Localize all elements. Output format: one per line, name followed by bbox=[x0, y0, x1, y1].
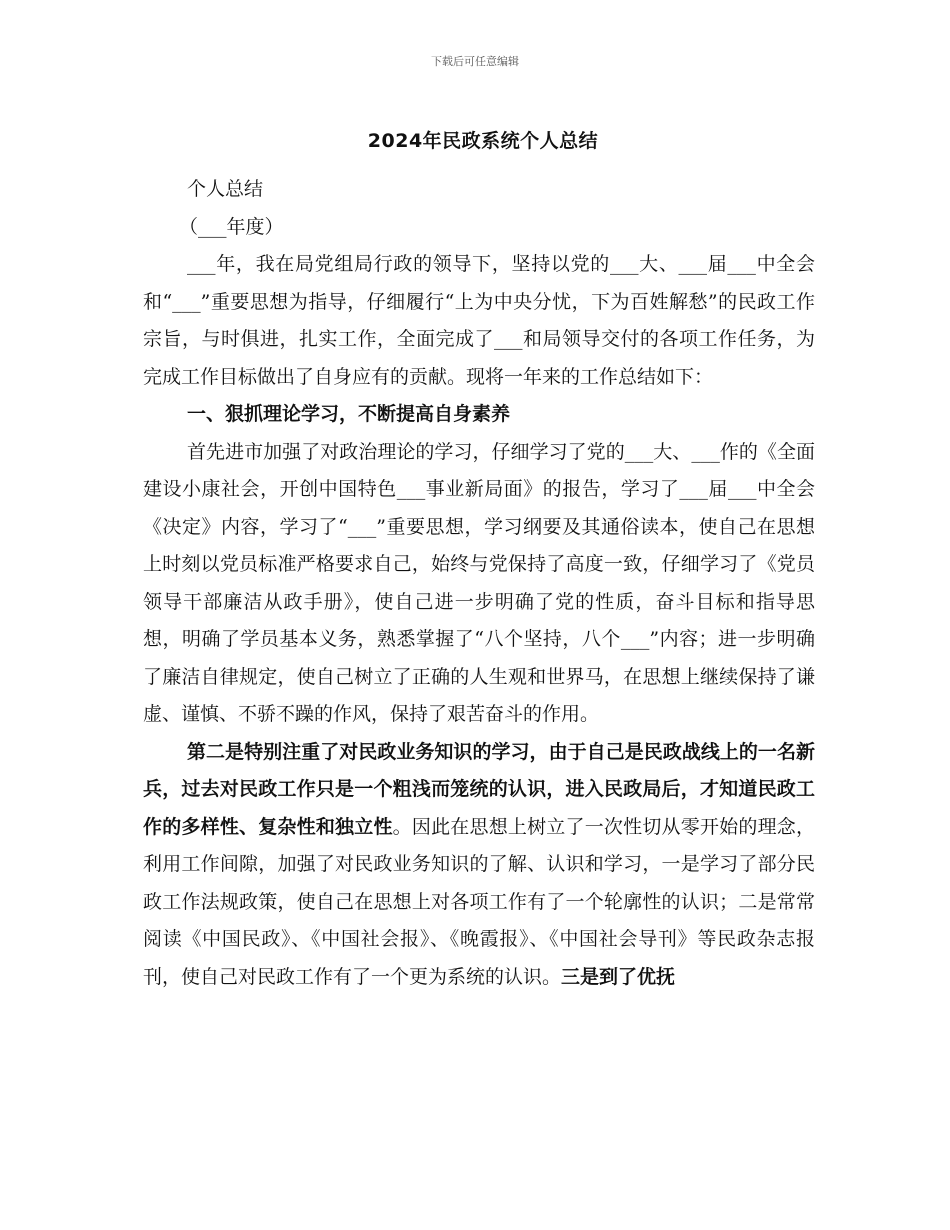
header-note: 下载后可任意编辑 bbox=[431, 55, 519, 68]
intro-paragraph: ___年，我在局党组局行政的领导下，坚持以党的___大、___届___中全会和“___”重要思想为指导，仔细履行“上为中央分忧，下为百姓解愁”的民政工作宗旨，与时俱进，扎实工作，全面完成了___和局领导交付的各项工作任务，为完成工作目标做出了自身应有的贡献。现将一年来的工作总结如下： bbox=[143, 253, 815, 388]
section2-body-text: 。因此在思想上树立了一次性切从零开始的理念，利用工作间隙，加强了对民政业务知识的了解、认识和学习，一是学习了部分民政工作法规政策，使自己在思想上对各项工作有了一个轮廓性的认识；二是常常阅读《中国民政》、《中国社会报》、《晚霞报》、《中国社会导刊》等民政杂志报刊，使自己对民政工作有了一个更为系统的认识。 bbox=[143, 815, 815, 988]
document-title: 2024年民政系统个人总结 bbox=[367, 130, 599, 152]
section1-paragraph: 首先进市加强了对政治理论的学习，仔细学习了党的___大、___作的《全面建设小康社会，开创中国特色___事业新局面》的报告，学习了___届___中全会《决定》内容，学习了“___”重要思想，学习纲要及其通俗读本，使自己在思想上时刻以党员标准严格要求自己，始终与党保持了高度一致，仔细学习了《党员领导干部廉洁从政手册》，使自己进一步明确了党的性质，奋斗目标和指导思想，明确了学员基本义务，熟悉掌握了“八个坚持，八个___”内容；进一步明确了廉洁自律规定，使自己树立了正确的人生观和世界马，在思想上继续保持了谦虚、谨慎、不骄不躁的作风，保持了艰苦奋斗的作用。 bbox=[143, 440, 815, 725]
section-heading: 一、狠抓理论学习，不断提高自身素养 bbox=[187, 403, 511, 425]
section2-paragraph bbox=[143, 734, 815, 997]
year-line: （___年度） bbox=[179, 215, 284, 238]
section2-tail-bold-text: 三是到了优抚 bbox=[561, 965, 676, 988]
document-body bbox=[143, 171, 815, 996]
section2-bold-text: 第二是特别注重了对民政业务知识的学习，由于自己是民政战线上的一名新兵，过去对民政工作只是一个粗浅而笼统的认识，进入民政局后，才知道民政工作的多样性、复杂性和独立性 bbox=[143, 740, 815, 838]
document-subtitle: 个人总结 bbox=[187, 178, 264, 200]
